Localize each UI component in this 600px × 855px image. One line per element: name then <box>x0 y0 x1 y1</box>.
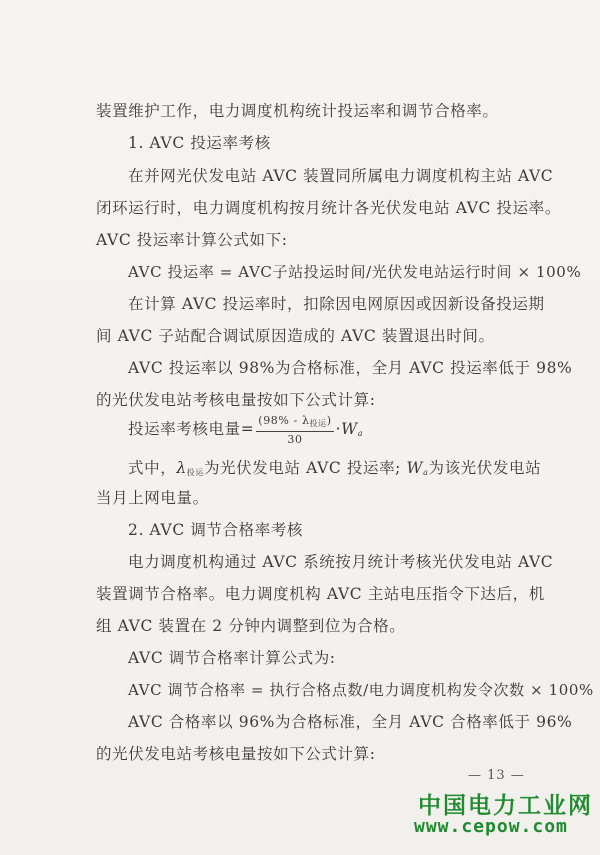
formula-line: AVC 投运率 = AVC子站投运时间/光伏发电站运行时间 × 100% <box>128 263 582 281</box>
explain-suffix: 为该光伏发电站 <box>428 459 542 477</box>
paragraph-line: 的光伏发电站考核电量按如下公式计算: <box>96 391 376 409</box>
w-symbol: W <box>406 459 424 477</box>
paragraph-line: AVC 投运率以 98%为合格标准，全月 AVC 投运率低于 98% <box>128 359 573 377</box>
paragraph-line: 闭环运行时，电力调度机构按月统计各光伏发电站 AVC 投运率。 <box>96 199 561 217</box>
paragraph-line: 在计算 AVC 投运率时，扣除因电网原因或因新设备投运期 <box>128 295 545 313</box>
paragraph-line: AVC 合格率以 96%为合格标准，全月 AVC 合格率低于 96% <box>128 713 573 731</box>
formula-var: W <box>341 420 358 438</box>
paragraph-line: 在并网光伏发电站 AVC 装置同所属电力调度机构主站 AVC <box>128 167 554 185</box>
paragraph-line: 电力调度机构通过 AVC 系统按月统计考核光伏发电站 AVC <box>128 553 554 571</box>
paragraph-line: 间 AVC 子站配合调试原因造成的 AVC 装置退出时间。 <box>96 327 495 345</box>
section-heading: 2. AVC 调节合格率考核 <box>128 521 304 539</box>
formula-fraction <box>256 414 333 446</box>
formula-var-subscript: a <box>357 429 364 438</box>
watermark-url: www.cepow.com <box>414 816 568 837</box>
lambda-subscript: 投运 <box>186 468 204 477</box>
paragraph-line: AVC 投运率计算公式如下: <box>96 231 288 249</box>
paragraph-line: 装置维护工作，电力调度机构统计投运率和调节合格率。 <box>96 102 499 120</box>
paragraph-line: AVC 调节合格率计算公式为: <box>128 649 336 667</box>
paragraph-line: 装置调节合格率。电力调度机构 AVC 主站电压指令下达后，机 <box>96 585 545 603</box>
explain-middle: 为光伏发电站 AVC 投运率; <box>203 459 402 477</box>
explain-prefix: 式中， <box>128 459 177 477</box>
numerator-text: (98% - λ <box>258 414 310 427</box>
fraction-denominator: 30 <box>287 433 303 446</box>
formula-dot: · <box>335 420 342 438</box>
watermark-site-name: 中国电力工业网 <box>418 793 593 819</box>
assessment-formula <box>128 414 363 449</box>
formula-lhs: 投运率考核电量= <box>128 420 255 438</box>
formula-explanation <box>128 458 541 483</box>
page-number: — 13 — <box>468 768 525 783</box>
numerator-close: ) <box>326 414 332 427</box>
w-subscript: a <box>423 468 429 477</box>
fraction-numerator <box>256 414 333 432</box>
paragraph-line: 组 AVC 装置在 2 分钟内调整到位为合格。 <box>96 617 406 635</box>
formula-line: AVC 调节合格率 = 执行合格点数/电力调度机构发令次数 × 100% <box>128 681 594 699</box>
paragraph-line: 的光伏发电站考核电量按如下公式计算: <box>96 745 376 763</box>
paragraph-line: 当月上网电量。 <box>96 489 209 507</box>
lambda-symbol: λ <box>176 459 187 477</box>
section-heading: 1. AVC 投运率考核 <box>128 134 271 152</box>
numerator-subscript: 投运 <box>309 419 327 428</box>
